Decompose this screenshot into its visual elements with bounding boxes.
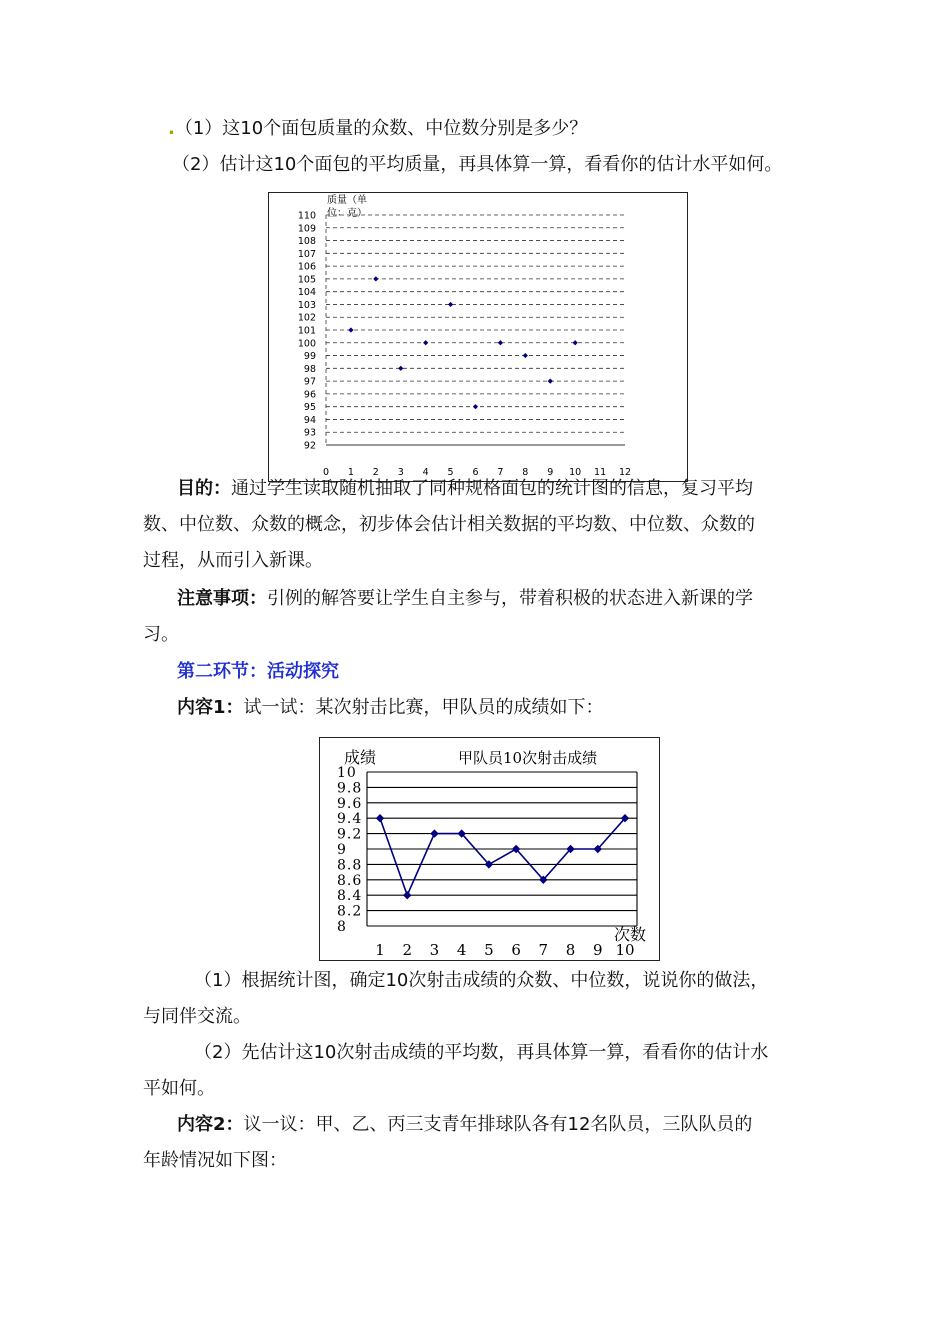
x-tick-label: 5 (484, 941, 494, 959)
x-tick-label: 9 (593, 941, 603, 959)
data-point (473, 404, 478, 409)
y-tick-label: 8.2 (337, 903, 363, 920)
y-tick-label: 98 (303, 363, 316, 375)
x-tick-label: 8 (565, 941, 576, 959)
y-tick-label: 10 (337, 765, 357, 781)
x-tick-label: 1 (375, 941, 385, 959)
y-axis-label-line-1: 质量（单 (327, 195, 367, 206)
notes-label: 注意事项： (177, 588, 267, 609)
question-2: （2）估计这10个面包的平均质量，再具体算一算，看看你的估计水平如何。 (172, 154, 783, 175)
purpose-line-2: 数、中位数、众数的概念，初步体会估计相关数据的平均数、中位数、众数的 (143, 514, 755, 535)
y-tick-label: 96 (303, 389, 316, 401)
x-tick-label: 4 (422, 467, 429, 478)
c1-question-1-line-1: （1）根据统计图，确定10次射击成绩的众数、中位数，说说你的做法， (194, 970, 769, 991)
y-tick-label: 8.8 (337, 857, 363, 874)
purpose-label: 目的： (177, 478, 231, 499)
x-tick-label: 4 (456, 941, 467, 959)
y-tick-label: 106 (297, 261, 316, 273)
y-axis-label-line-2: 位：克） (327, 208, 367, 219)
data-point (523, 353, 528, 358)
x-tick-label: 0 (322, 467, 330, 478)
data-point (403, 891, 411, 899)
c1-question-2-line-2: 平如何。 (143, 1078, 215, 1099)
bread-mass-svg (269, 193, 686, 480)
y-tick-label: 103 (297, 299, 316, 311)
x-tick-label: 1 (347, 467, 354, 478)
content-1 (177, 697, 604, 719)
x-tick-label: 8 (522, 467, 529, 478)
content-2-line-1 (177, 1114, 752, 1136)
y-tick-label: 94 (303, 414, 316, 426)
data-point (448, 302, 453, 307)
x-tick-label: 12 (618, 467, 632, 478)
y-tick-label: 8.6 (337, 872, 363, 889)
data-point (398, 366, 403, 371)
y-tick-label: 107 (297, 248, 316, 260)
y-tick-label: 95 (303, 402, 316, 414)
x-tick-label: 2 (372, 467, 379, 478)
data-point (348, 327, 353, 332)
x-tick-label: 3 (429, 941, 440, 959)
c1-question-1-line-2: 与同伴交流。 (143, 1006, 251, 1027)
bread-mass-chart (268, 192, 688, 482)
y-tick-label: 108 (297, 236, 316, 248)
x-axis-label: 次数 (614, 925, 647, 944)
bullet-marker: . (168, 118, 175, 139)
content-2-label: 内容2： (177, 1114, 244, 1135)
notes-line-2: 习。 (143, 624, 179, 645)
shooting-score-svg (320, 738, 658, 959)
chart-title: 甲队员10次射击成绩 (458, 749, 598, 767)
data-point (423, 340, 428, 345)
notes-text-1: 引例的解答要让学生自主参与，带着积极的状态进入新课的学 (267, 588, 753, 609)
data-point (430, 829, 438, 837)
x-tick-label: 7 (538, 941, 549, 959)
y-tick-label: 9 (337, 842, 347, 858)
notes-line-1 (177, 588, 753, 610)
y-tick-label: 99 (303, 351, 316, 363)
data-point (573, 340, 578, 345)
content-1-text: 试一试：某次射击比赛，甲队员的成绩如下： (243, 697, 604, 718)
y-tick-label: 8.4 (337, 888, 363, 905)
y-tick-label: 110 (297, 210, 316, 222)
y-tick-label: 9.4 (337, 811, 363, 828)
x-tick-label: 9 (547, 467, 554, 478)
question-1 (168, 118, 587, 140)
data-point (498, 340, 503, 345)
y-tick-label: 92 (303, 440, 316, 452)
x-tick-label: 7 (497, 467, 504, 478)
content-2-text-1: 议一议：甲、乙、丙三支青年排球队各有12名队员，三队队员的 (243, 1114, 753, 1135)
x-tick-label: 11 (594, 467, 607, 478)
x-tick-label: 10 (569, 467, 582, 478)
y-tick-label: 102 (297, 312, 316, 324)
question-1-text: （1）这10个面包质量的众数、中位数分别是多少？ (174, 118, 588, 139)
content-2-line-2: 年龄情况如下图： (143, 1150, 287, 1171)
x-tick-label: 5 (447, 467, 454, 478)
y-tick-label: 104 (297, 287, 316, 299)
y-tick-label: 101 (297, 325, 316, 337)
section-2-title: 第二环节：活动探究 (177, 661, 339, 682)
data-point (548, 379, 553, 384)
data-point (376, 814, 384, 822)
x-tick-label: 10 (615, 941, 635, 959)
x-tick-label: 6 (472, 467, 479, 478)
c1-question-2-line-1: （2）先估计这10次射击成绩的平均数，再具体算一算，看看你的估计水 (194, 1042, 769, 1063)
y-tick-label: 97 (303, 376, 316, 388)
y-tick-label: 8 (337, 919, 347, 935)
x-tick-label: 3 (397, 467, 404, 478)
y-tick-label: 100 (297, 338, 316, 350)
content-1-label: 内容1： (177, 697, 244, 718)
x-tick-label: 2 (402, 941, 412, 959)
x-tick-label: 6 (511, 941, 521, 959)
purpose-text-1: 通过学生读取随机抽取了同种规格面包的统计图的信息，复习平均 (231, 478, 753, 499)
series-line (380, 818, 625, 895)
y-axis-label: 成绩 (344, 748, 377, 767)
shooting-score-chart (319, 737, 660, 961)
y-tick-label: 9.8 (337, 780, 363, 797)
purpose-line-3: 过程，从而引入新课。 (143, 550, 323, 571)
y-tick-label: 105 (297, 274, 316, 286)
purpose-line-1 (177, 478, 753, 500)
data-point (373, 276, 378, 281)
y-tick-label: 109 (297, 223, 316, 235)
y-tick-label: 93 (303, 427, 316, 439)
y-tick-label: 9.6 (337, 795, 363, 812)
y-tick-label: 9.2 (337, 826, 363, 843)
